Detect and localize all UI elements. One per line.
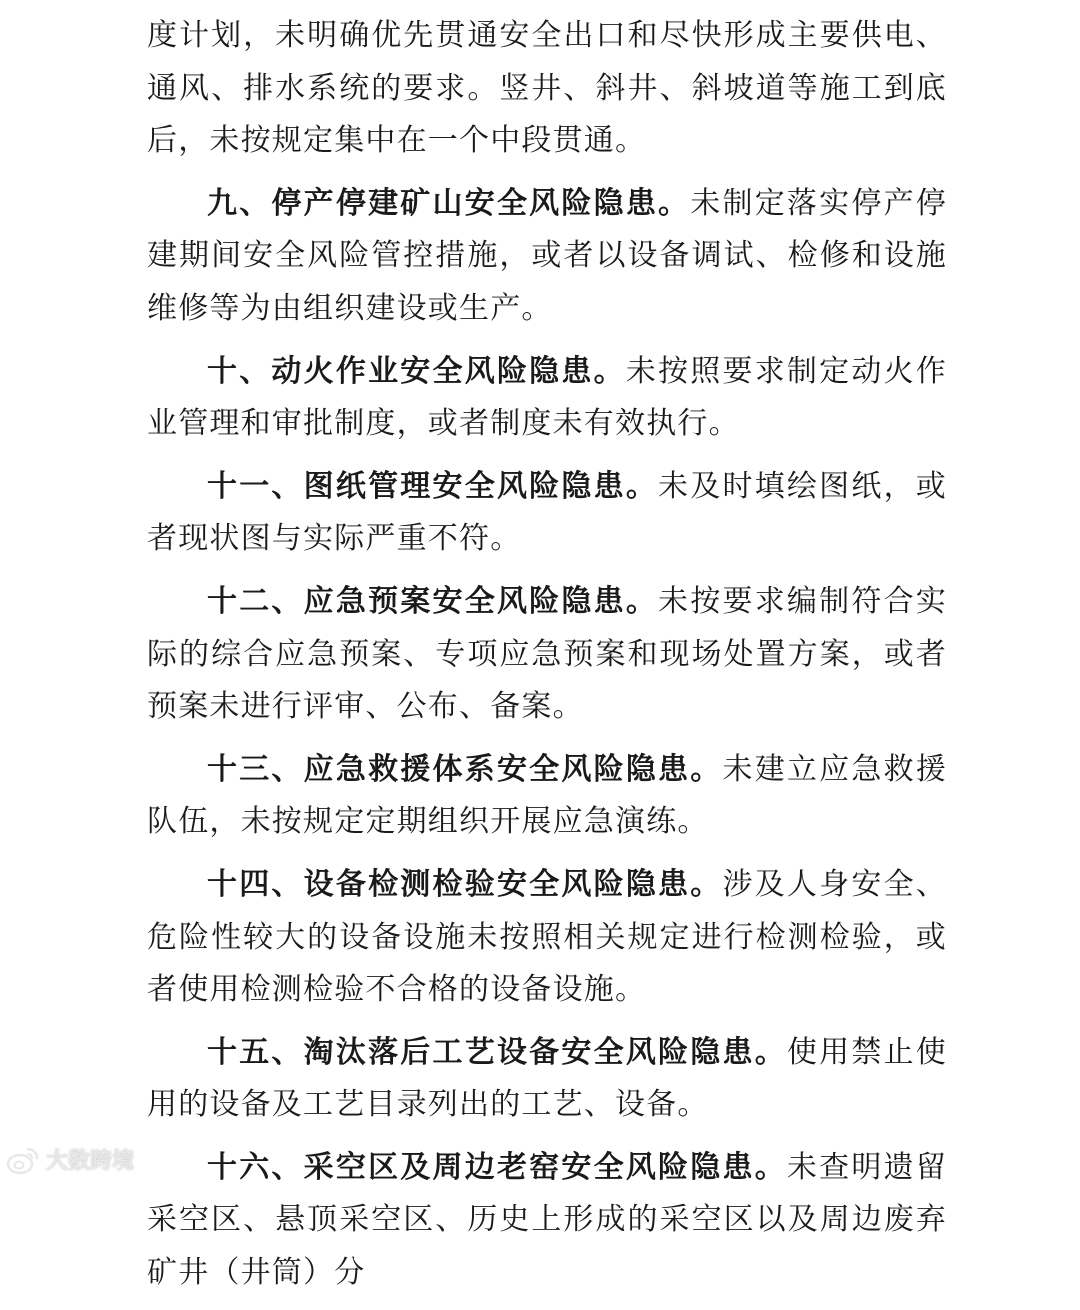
paragraph-body: 度计划，未明确优先贯通安全出口和尽快形成主要供电、通风、排水系统的要求。竖井、斜井、斜坡道等施工到底后，未按规定集中在一个中段贯通。 bbox=[147, 18, 947, 159]
weibo-logo-icon bbox=[6, 1145, 40, 1175]
paragraph-heading: 十四、设备检测检验安全风险隐患。 bbox=[207, 866, 723, 902]
paragraph-heading: 十六、采空区及周边老窑安全风险隐患。 bbox=[207, 1149, 787, 1185]
paragraph-body: 未建立应急救援队伍，未按规定定期组织开展应急演练。 bbox=[147, 751, 947, 840]
paragraph-item-10 bbox=[147, 346, 947, 451]
paragraph-body: 未及时填绘图纸，或者现状图与实际严重不符。 bbox=[147, 468, 947, 557]
paragraph-continuation bbox=[147, 10, 947, 168]
paragraph-body: 未制定落实停产停建期间安全风险管控措施，或者以设备调试、检修和设施维修等为由组织建设或生产。 bbox=[147, 185, 948, 326]
paragraph-heading: 十五、淘汰落后工艺设备安全风险隐患。 bbox=[207, 1034, 787, 1070]
paragraph-heading: 十、动火作业安全风险隐患。 bbox=[207, 353, 626, 389]
paragraph-item-16 bbox=[147, 1142, 947, 1300]
paragraph-body: 涉及人身安全、危险性较大的设备设施未按照相关规定进行检测检验，或者使用检测检验不合格的设备设施。 bbox=[147, 866, 947, 1008]
watermark-text: 大数跨境 bbox=[46, 1149, 135, 1174]
paragraph-item-11 bbox=[147, 461, 947, 566]
paragraph-heading: 十三、应急救援体系安全风险隐患。 bbox=[207, 751, 723, 787]
paragraph-item-9 bbox=[147, 178, 947, 336]
paragraph-item-13 bbox=[147, 744, 947, 849]
paragraph-body: 未按要求编制符合实际的综合应急预案、专项应急预案和现场处置方案，或者预案未进行评审、公布、备案。 bbox=[147, 583, 947, 725]
paragraph-heading: 十二、应急预案安全风险隐患。 bbox=[207, 583, 659, 619]
watermark bbox=[6, 1144, 134, 1175]
paragraph-body: 使用禁止使用的设备及工艺目录列出的工艺、设备。 bbox=[147, 1034, 947, 1123]
paragraph-item-14 bbox=[147, 859, 947, 1017]
paragraph-body: 未查明遗留采空区、悬顶采空区、历史上形成的采空区以及周边废弃矿井（井筒）分 bbox=[147, 1149, 947, 1291]
paragraph-body: 未按照要求制定动火作业管理和审批制度，或者制度未有效执行。 bbox=[147, 353, 948, 442]
paragraph-item-12 bbox=[147, 576, 947, 734]
paragraph-heading: 十一、图纸管理安全风险隐患。 bbox=[207, 468, 659, 504]
paragraph-item-15 bbox=[147, 1027, 947, 1132]
document-page bbox=[147, 10, 947, 1310]
paragraph-heading: 九、停产停建矿山安全风险隐患。 bbox=[207, 185, 691, 221]
